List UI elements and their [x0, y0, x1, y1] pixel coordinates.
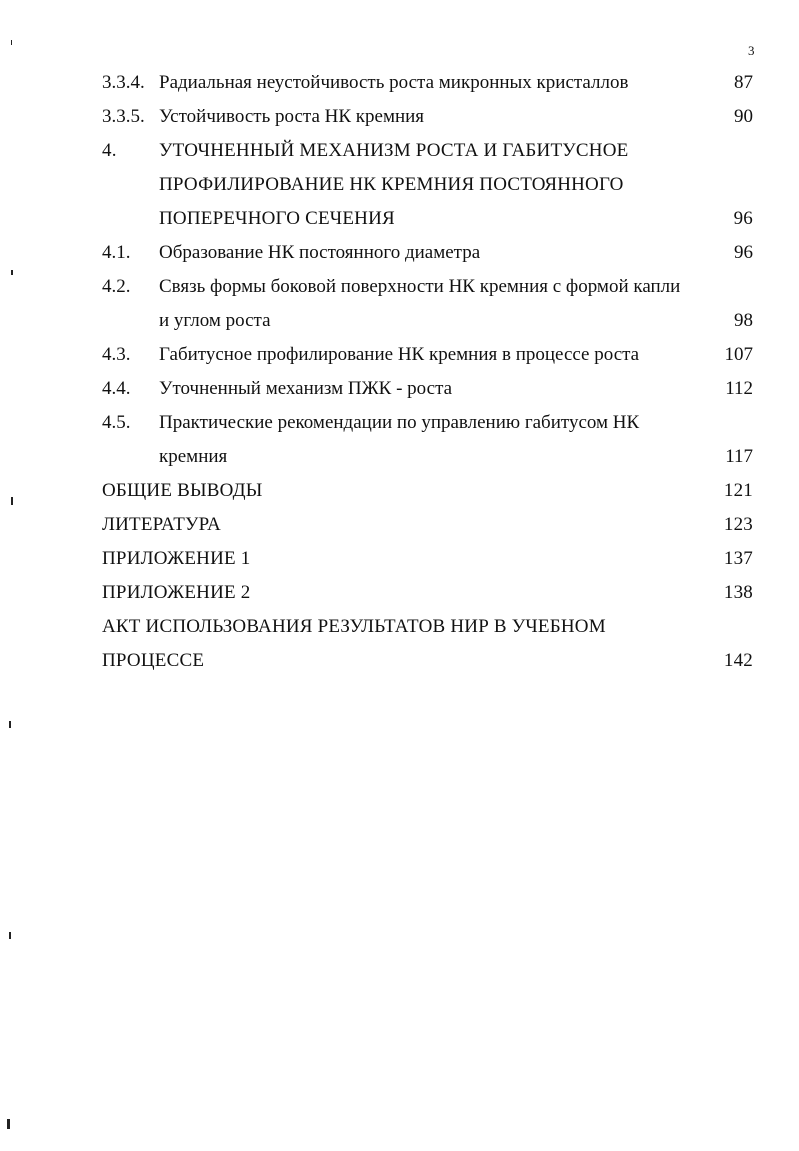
scan-artifact: [11, 270, 13, 275]
toc-entry-title: ПРИЛОЖЕНИЕ 2: [102, 582, 251, 603]
toc-entry-page: 96: [733, 208, 753, 229]
toc-entry-title: ОБЩИЕ ВЫВОДЫ: [102, 480, 263, 501]
toc-entry-page: 112: [725, 378, 753, 399]
scan-artifact: [11, 40, 12, 45]
toc-entry-act[interactable]: [0, 610, 799, 678]
toc-entry-title: Устойчивость роста НК кремния: [159, 106, 425, 127]
toc-entry-appendix-1[interactable]: [0, 542, 799, 576]
toc-entry-page: 98: [734, 310, 753, 331]
toc-entry-number: 3.3.4.: [102, 72, 145, 93]
toc-entry-chapter-4[interactable]: [0, 134, 799, 236]
toc-entry-title-continued: и углом роста: [159, 310, 271, 331]
toc-entry-references[interactable]: [0, 508, 799, 542]
toc-entry-number: 3.3.5.: [102, 106, 145, 127]
toc-entry-title: АКТ ИСПОЛЬЗОВАНИЯ РЕЗУЛЬТАТОВ НИР В УЧЕБНОМ: [102, 616, 606, 637]
toc-entry[interactable]: [0, 372, 799, 406]
toc-entry-conclusions[interactable]: [0, 474, 799, 508]
toc-entry-page: 137: [723, 548, 753, 569]
toc-entry-number: 4.: [102, 140, 117, 161]
toc-entry-page: 142: [723, 650, 753, 671]
toc-entry-title: Практические рекомендации по управлению габитусом НК: [159, 412, 640, 433]
toc-entry-title-continued: ПРОФИЛИРОВАНИЕ НК КРЕМНИЯ ПОСТОЯННОГО: [159, 174, 624, 195]
toc-entry-number: 4.1.: [102, 242, 131, 263]
toc-entry-title: ЛИТЕРАТУРА: [102, 514, 221, 535]
toc-entry-title: Связь формы боковой поверхности НК кремния с формой капли: [159, 276, 681, 297]
scan-artifact: [9, 932, 11, 939]
toc-entry-appendix-2[interactable]: [0, 576, 799, 610]
page-number: 3: [748, 43, 755, 58]
toc-entry-page: 87: [734, 72, 753, 93]
toc-entry-title: Габитусное профилирование НК кремния в процессе роста: [159, 344, 640, 365]
toc-entry-title: ПРИЛОЖЕНИЕ 1: [102, 548, 251, 569]
toc-entry[interactable]: [0, 270, 799, 338]
toc-entry[interactable]: [0, 66, 799, 100]
toc-entry-number: 4.4.: [102, 378, 131, 399]
scan-artifact: [7, 1119, 10, 1129]
toc-entry-number: 4.5.: [102, 412, 131, 433]
scan-artifact: [11, 497, 13, 505]
toc-entry-page: 117: [725, 446, 753, 467]
toc-entry-number: 4.2.: [102, 276, 131, 297]
toc-entry-page: 121: [723, 480, 753, 501]
toc-entry[interactable]: [0, 236, 799, 270]
toc-entry-page: 90: [734, 106, 753, 127]
table-of-contents: [0, 66, 799, 678]
toc-entry-title: Образование НК постоянного диаметра: [159, 242, 481, 263]
toc-entry[interactable]: [0, 100, 799, 134]
toc-entry-title: УТОЧНЕННЫЙ МЕХАНИЗМ РОСТА И ГАБИТУСНОЕ: [159, 140, 629, 161]
scan-artifact: [9, 721, 11, 728]
toc-entry-page: 107: [724, 344, 753, 365]
toc-entry-page: 96: [734, 242, 753, 263]
toc-entry-title: Уточненный механизм ПЖК - роста: [159, 378, 453, 399]
toc-entry-number: 4.3.: [102, 344, 131, 365]
toc-entry-page: 138: [723, 582, 753, 603]
toc-entry-title-continued: ПРОЦЕССЕ: [102, 650, 205, 671]
toc-entry[interactable]: [0, 406, 799, 474]
toc-entry-title-continued: кремния: [159, 446, 228, 467]
toc-entry[interactable]: [0, 338, 799, 372]
toc-entry-page: 123: [723, 514, 753, 535]
toc-entry-title: Радиальная неустойчивость роста микронных кристаллов: [159, 72, 629, 93]
toc-entry-title-continued: ПОПЕРЕЧНОГО СЕЧЕНИЯ: [159, 208, 395, 229]
